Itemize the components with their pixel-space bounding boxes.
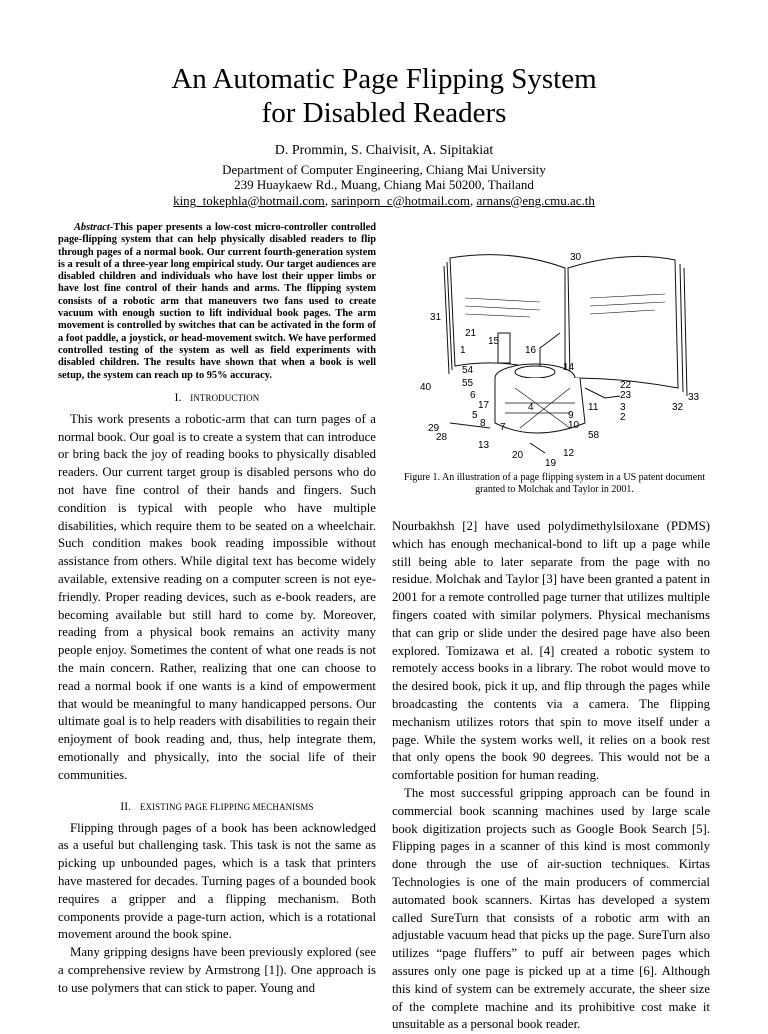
- section-heading-1: [58, 392, 376, 404]
- patent-drawing: [420, 238, 720, 468]
- figure-label: 12: [563, 448, 575, 459]
- author-emails: king_tokephla@hotmail.com, sarinporn_c@hotmail.com, arnans@eng.cmu.ac.th: [173, 192, 595, 208]
- author-block: [0, 143, 768, 208]
- figure-label: 7: [500, 422, 506, 433]
- figure-label: 54: [462, 365, 474, 376]
- figure-label: 6: [470, 390, 476, 401]
- figure-label: 2: [620, 412, 626, 423]
- figure-label: 3: [620, 402, 626, 413]
- email-link-3[interactable]: arnans@eng.cmu.ac.th: [476, 192, 595, 208]
- figure-label: 14: [563, 362, 575, 373]
- paragraph-intro: This work presents a robotic-arm that can turn pages of a normal book. Our goal is to create a system that can introduce or bring back the joy of reading books to physically disabled readers. Our current target group is disabled persons who do not have fine control of their hands and fingers. Such condition is typical with people who have multiple disabilities, which require them to be seated on a wheelchair. Such condition makes book reading impossible without assistance from others. While digital text has become widely available, extensive reading on a computer screen is not eye-friendly. Proper reading devices, such as e-book readers, are becoming available but still hard to come by. Moreover, reading from a physical book remains an activity many people enjoy. Sometimes the content of what one reads is not the main concern. Rather, realizing that one can choose to read a normal book if one wants is a kind of empowerment that would be meaningful to many handicapped persons. Our ultimate goal is to help readers with disabilities to regain their enjoyment of book reading and, thus, help integrate them, emotionally and physically, into the social life of their communities.: [58, 411, 376, 782]
- author-names: D. Prommin, S. Chaivisit, A. Sipitakiat: [274, 143, 494, 158]
- abstract: [58, 222, 376, 382]
- figure-label: 20: [512, 450, 524, 461]
- figure-label: 21: [465, 328, 477, 339]
- figure-label: 40: [420, 382, 432, 393]
- section-number: I.: [174, 391, 182, 404]
- paper-title: [0, 62, 768, 130]
- section-number: II.: [120, 800, 132, 813]
- email-link-2[interactable]: sarinporn_c@hotmail.com: [331, 192, 470, 208]
- figure-label: 32: [672, 402, 684, 413]
- abstract-text: This paper presents a low-cost micro-controller controlled page-flipping system that can help physically disabled readers to flip through pages of a normal book. Our current fourth-generation system is a result of a three-year long empirical study. Our target audiences are disabled children and individuals who have lost their upper limbs or have lost fine control of their hands and arms. The flipping system consists of a robotic arm that maneuvers two fans used to create vacuum with enough suction to lift individual book pages. The arm movement is controlled by switches that can be activated in the form of a foot paddle, a joystick, or head-movement switch. We have performed controlled testing of the system as well as field experiments with disabled children. The results have shown that when a book is well setup, the system can reach up to 95% accuracy.: [58, 222, 376, 381]
- figure-label: 8: [480, 418, 486, 429]
- email-link-1[interactable]: king_tokephla@hotmail.com: [173, 192, 325, 208]
- figure-label: 28: [436, 432, 448, 443]
- figure-label: 15: [488, 336, 500, 347]
- figure-label: 11: [588, 402, 599, 413]
- left-column: [58, 222, 376, 998]
- figure-label: 5: [472, 410, 478, 421]
- section-title: INTRODUCTION: [190, 392, 260, 403]
- figure-label: 19: [545, 458, 557, 468]
- figure-label: 1: [460, 345, 466, 356]
- figure-label: 23: [620, 390, 632, 401]
- figure-caption: Figure 1. An illustration of a page flipping system in a US patent document granted to Molchak and Taylor in 2001.: [403, 472, 706, 495]
- figure-label: 29: [428, 423, 440, 434]
- paragraph-existing-2: Many gripping designs have been previously explored (see a comprehensive review by Armstrong [1]). One approach is to use polymers that can stick to paper. Young and: [58, 945, 376, 995]
- figure-label: 31: [430, 312, 442, 323]
- figure-label: 33: [688, 392, 700, 403]
- affiliation-line-1: Department of Computer Engineering, Chiang Mai University: [222, 161, 546, 177]
- section-heading-2: [58, 801, 376, 813]
- title-line-1: An Automatic Page Flipping System: [171, 63, 597, 95]
- abstract-label: Abstract-: [74, 222, 114, 233]
- paragraph-right-1: Nourbakhsh [2] have used polydimethylsiloxane (PDMS) which has enough mechanical-bond to lift up a page while still being able to later separate from the page with no residue. Molchak and Taylor [3] have been granted a patent in 2001 for a remote controlled page turner that utilizes multiple fingers coated with similar polymers. Physical mechanisms that can grip or slide under the desired page have also been explored. Tomizawa et al. [4] created a robotic system to remotely access books in a library. The robot would move to the desired book, pick it up, and flip through the pages while broadcasting the contents via a camera. The flipping mechanism utilizes rotors that spin to move itself under a page. While the system works well, it relies on a book rest that only opens the book 90 degrees. This would not be a comfortable position for human reading.: [392, 519, 710, 783]
- paragraph-right-2: The most successful gripping approach can be found in commercial book scanning machines used by large scale book digitization projects such as Google Book Search [5]. Flipping pages in a scanner of this kind is most commonly done through the use of air-suction techniques. Kirtas Technologies is one of the main producers of commercial automated book scanners. Kirtas has developed a system called SureTurn that consists of a robotic arm with an adjustable vacuum head that picks up the page. SureTurn also utilizes “page fluffers” to puff air between pages which assures only one page is picked up at a time [6]. Although this kind of system can be extremely accurate, the sheer size of the complete machine and its prohibitive cost make it unsuitable as a personal book reader.: [392, 785, 710, 1032]
- figure-label: 13: [478, 440, 490, 451]
- affiliation-line-2: 239 Huaykaew Rd., Muang, Chiang Mai 50200, Thailand: [234, 177, 534, 192]
- figure-label: 10: [568, 420, 580, 431]
- figure-label: 4: [528, 402, 534, 413]
- figure-label: 16: [525, 345, 537, 356]
- figure-page-flipper-illustration: [420, 238, 720, 468]
- title-line-2: for Disabled Readers: [261, 97, 507, 129]
- paragraph-existing-1: Flipping through pages of a book has been acknowledged as a useful but challenging task. This task is not the same as picking up unbounded pages, which is a task that printers have mastered for decades. Turning pages of a bounded book requires a gripper and a flipping mechanism. Both components provide a page-turn action, which is a rotational movement around the book spine.: [58, 820, 376, 942]
- figure-label: 22: [620, 380, 632, 391]
- right-column: [392, 518, 710, 1034]
- figure-label: 9: [568, 410, 574, 421]
- figure-label: 58: [588, 430, 600, 441]
- section-title: EXISTING PAGE FLIPPING MECHANISMS: [139, 801, 314, 812]
- figure-label: 30: [570, 252, 582, 263]
- figure-label: 55: [462, 378, 474, 389]
- figure-label: 17: [478, 400, 490, 411]
